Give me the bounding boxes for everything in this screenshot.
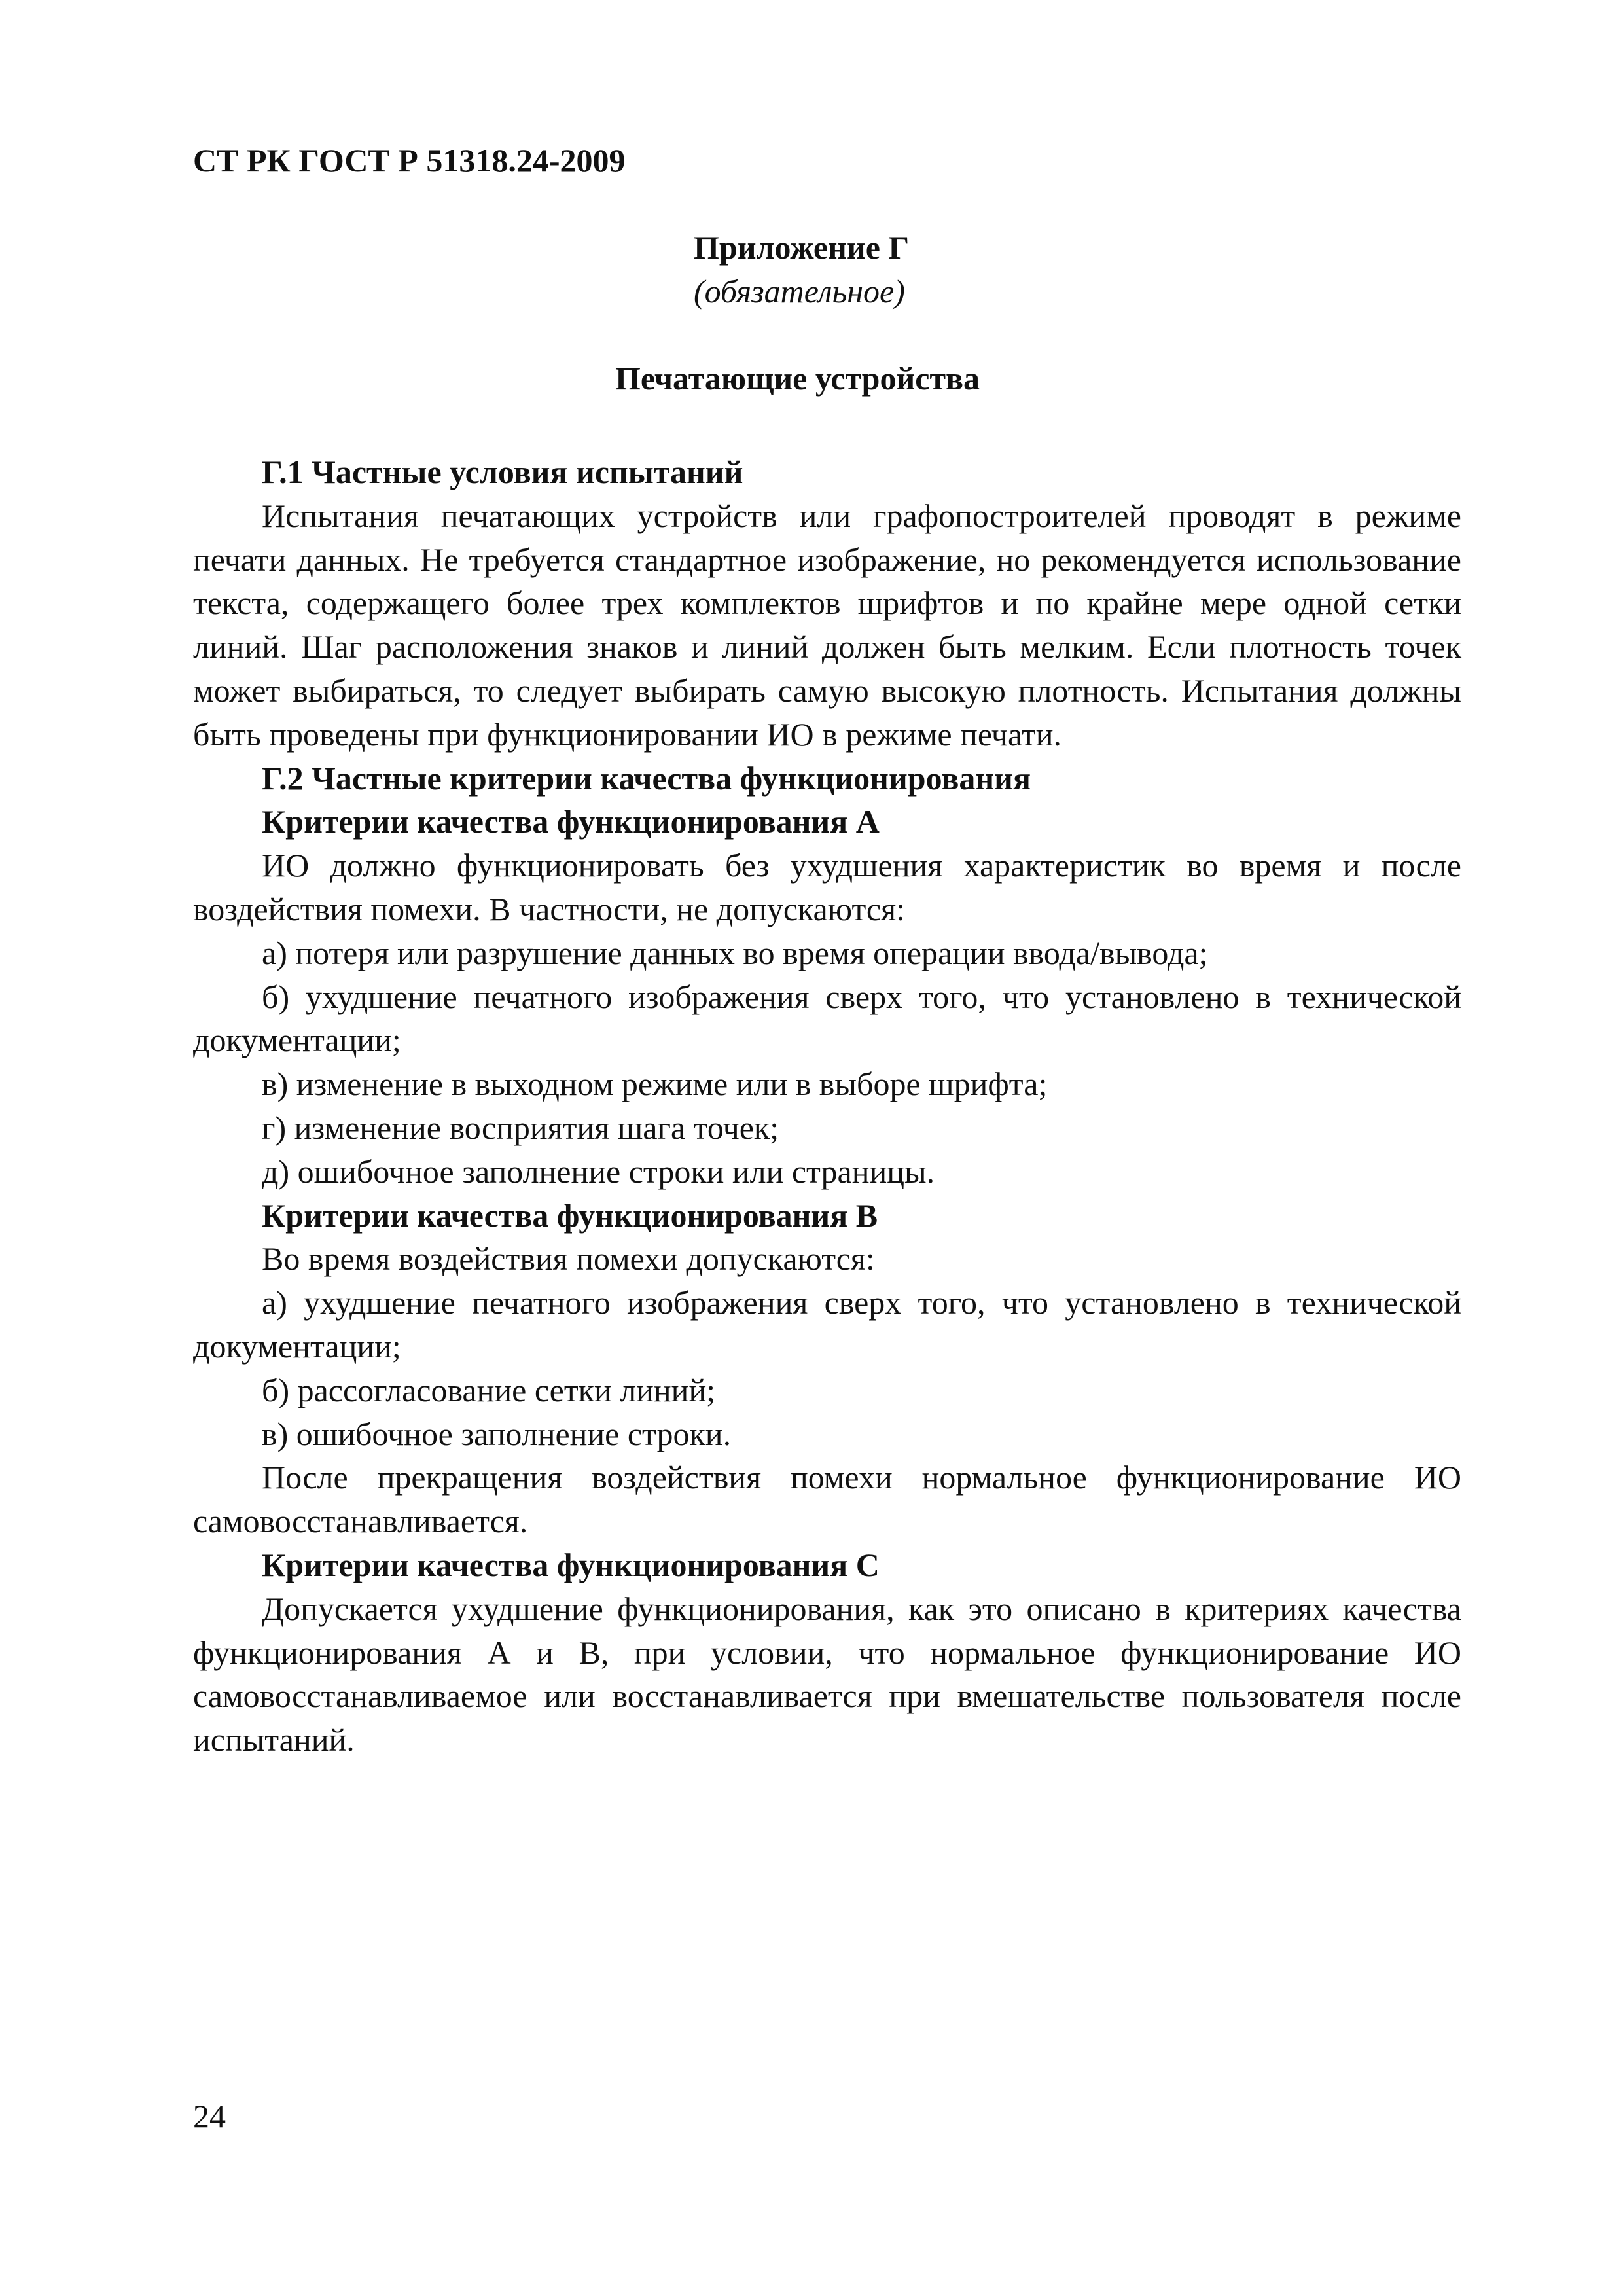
criteria-a-item: б) ухудшение печатного изображения сверх того, что установлено в технической документации; xyxy=(193,978,1461,1059)
annex-subject: Печатающие устройства xyxy=(615,360,980,397)
criteria-b-heading: Критерии качества функционирования В xyxy=(262,1196,878,1234)
criteria-b-intro: Во время воздействия помехи допускаются: xyxy=(262,1240,875,1278)
annex-title: Приложение Г xyxy=(694,229,910,266)
criteria-b-item: б) рассогласование сетки линий; xyxy=(262,1371,716,1408)
criteria-a-item: а) потеря или разрушение данных во время операции ввода/вывода; xyxy=(262,934,1208,971)
annex-status: (обязательное) xyxy=(694,273,905,310)
criteria-b-item: в) ошибочное заполнение строки. xyxy=(262,1415,732,1452)
criteria-b-outro: После прекращения воздействия помехи нормальное функционирование ИО самовосстанавливается. xyxy=(193,1459,1461,1540)
standard-code: СТ РК ГОСТ Р 51318.24-2009 xyxy=(193,142,626,179)
criteria-a-item: д) ошибочное заполнение строки или страницы. xyxy=(262,1153,935,1190)
criteria-a-item: г) изменение восприятия шага точек; xyxy=(262,1109,779,1146)
page-number: 24 xyxy=(193,2098,226,2134)
section-g1-heading: Г.1 Частные условия испытаний xyxy=(262,454,743,490)
section-g1-paragraph: Испытания печатающих устройств или графопостроителей проводят в режиме печати данных. Не требуется стандартное изображение, но рекомендуется использование текста, содержащего более трех комплектов шрифтов и по крайне мере одной сетки линий. Шаг расположения знаков и линий должен быть мелким. Если плотность точек может выбираться, то следует выбирать самую высокую плотность. Испытания должны быть проведены при функционировании ИО в режиме печати. xyxy=(193,497,1461,753)
criteria-a-item: в) изменение в выходном режиме или в выборе шрифта; xyxy=(262,1066,1048,1103)
criteria-c-heading: Критерии качества функционирования С xyxy=(262,1546,880,1583)
criteria-a-intro: ИО должно функционировать без ухудшения характеристик во время и после воздействия помехи. В частности, не допускаются: xyxy=(193,847,1461,927)
document-body xyxy=(193,450,1461,1762)
section-g2-heading: Г.2 Частные критерии качества функционирования xyxy=(262,759,1031,797)
criteria-a-heading: Критерии качества функционирования А xyxy=(262,803,880,840)
criteria-c-paragraph: Допускается ухудшение функционирования, как это описано в критериях качества функционирования А и В, при условии, что нормальное функционирование ИО самовосстанавливаемое или восстанавливается при вмешательстве пользователя после испытаний. xyxy=(193,1590,1461,1759)
criteria-b-item: а) ухудшение печатного изображения сверх того, что установлено в технической документации; xyxy=(193,1284,1461,1365)
